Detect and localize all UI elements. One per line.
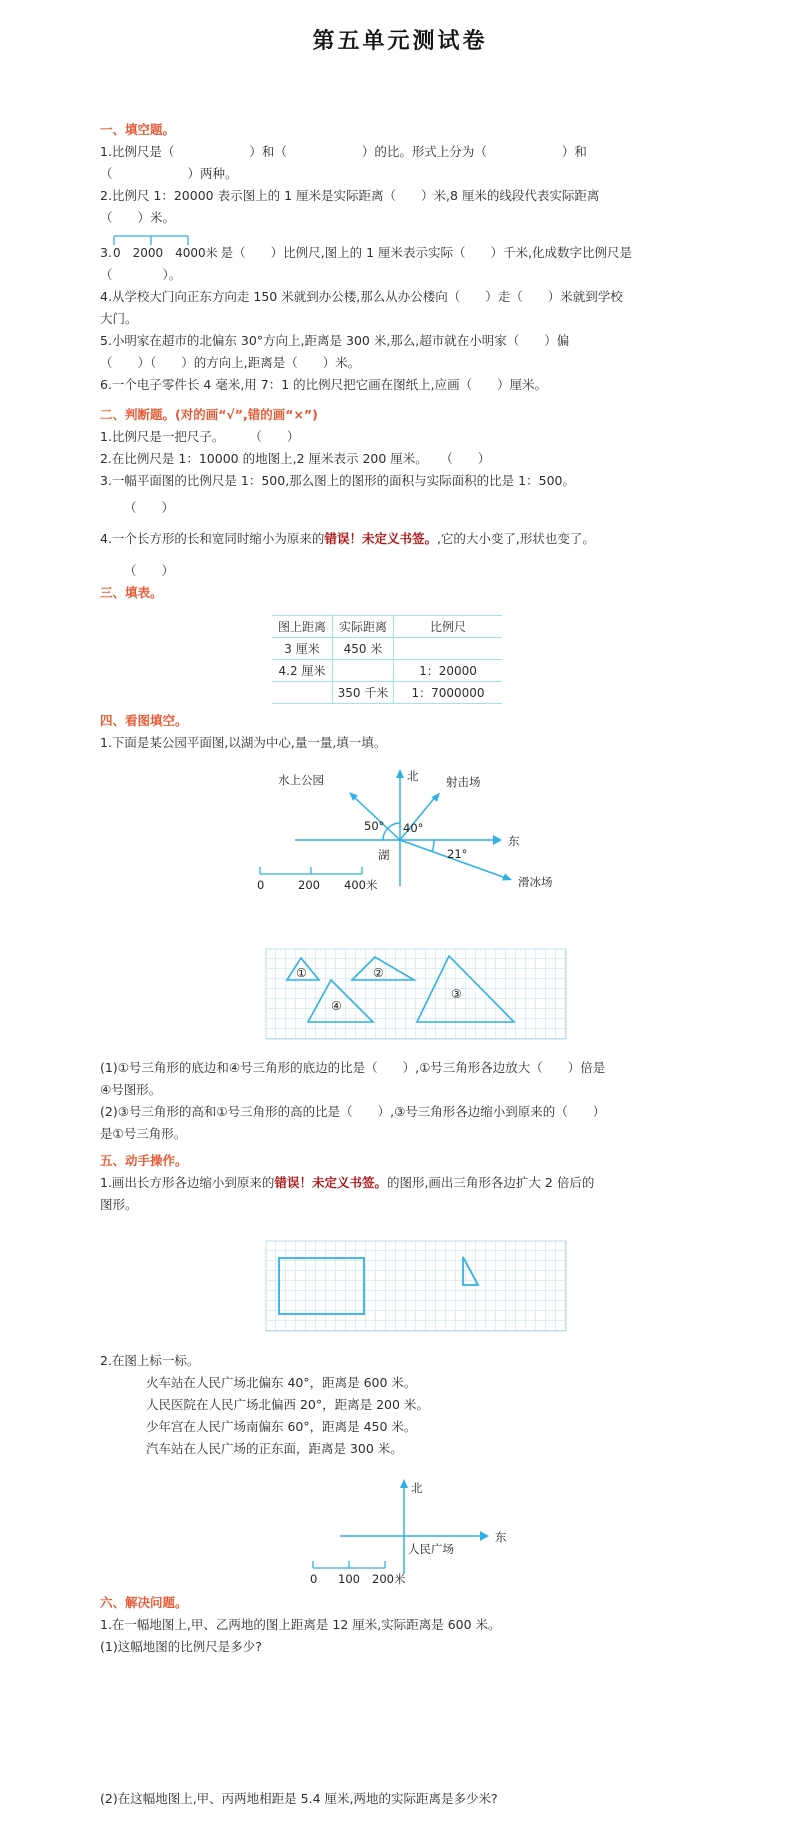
angle-40-label: 40°	[403, 821, 424, 835]
s2-q4-pre: 4.一个长方形的长和宽同时缩小为原来的	[100, 531, 325, 546]
s1-q4-line1: 4.从学校大门向正东方向走 150 米就到办公楼,那么从办公楼向（ ）走（ ）米就到学校	[100, 289, 623, 304]
cell-map-distance: 4.2 厘米	[272, 660, 333, 682]
water-park-label: 水上公园	[278, 773, 324, 787]
east-arrowhead	[493, 835, 502, 845]
section4-heading: 四、看图填空。	[100, 713, 188, 728]
col-header-actual-distance: 实际距离	[333, 616, 394, 638]
s1-q3-prefix: 3.	[100, 245, 112, 260]
paper-content	[0, 119, 800, 1810]
bookmark-error-text: 错误！未定义书签。	[324, 531, 437, 546]
s5-q1-pre: 1.画出长方形各边缩小到原来的	[100, 1175, 275, 1190]
cell-scale: 1：7000000	[394, 682, 503, 704]
scale-0-label: 0	[310, 1572, 318, 1586]
s2-q4-line1	[100, 528, 700, 550]
triangle-2-label: ②	[373, 966, 384, 980]
s1-q2-line1: 2.比例尺 1：20000 表示图上的 1 厘米是实际距离（ ）米,8 厘米的线段代表实际距离	[100, 188, 600, 203]
landmark-hospital: 人民医院在人民广场北偏西 20°，距离是 200 米。	[146, 1397, 429, 1412]
table-row	[272, 638, 502, 660]
s1-q1-line1: 1.比例尺是（ ）和（ ）的比。形式上分为（ ）和	[100, 144, 587, 159]
s5-q1-line1	[100, 1172, 700, 1194]
landmark-youth-palace: 少年宫在人民广场南偏东 60°，距离是 450 米。	[146, 1419, 417, 1434]
landmark-list	[146, 1372, 700, 1460]
s6-q1-line: 1.在一幅地图上,甲、乙两地的图上距离是 12 厘米,实际距离是 600 米。	[100, 1617, 501, 1632]
section1-heading: 一、填空题。	[100, 122, 176, 137]
s2-q4-post: ,它的大小变了,形状也变了。	[436, 531, 595, 546]
scale-bar-labels: 0 2000 4000米	[112, 246, 218, 260]
peoples-square-compass-figure	[240, 1474, 560, 1592]
s1-q2-line2: （ ）米。	[100, 210, 176, 225]
triangles-grid-figure	[265, 948, 567, 1040]
section2-heading: 二、判断题。(对的画“√”,错的画“×”)	[100, 407, 318, 422]
east-label: 东	[508, 834, 520, 848]
s6-q1-part2: (2)在这幅地图上,甲、丙两地相距是 5.4 厘米,两地的实际距离是多少米?	[100, 1791, 498, 1806]
s5-q1-line2: 图形。	[100, 1197, 138, 1212]
peoples-square-label: 人民广场	[408, 1542, 454, 1556]
scale-200-label: 200	[298, 878, 320, 892]
s4-q1-line: 1.下面是某公园平面图,以湖为中心,量一量,填一填。	[100, 735, 387, 750]
section6-heading: 六、解决问题。	[100, 1595, 188, 1610]
north-label: 北	[411, 1481, 423, 1495]
landmark-bus-station: 汽车站在人民广场的正东面，距离是 300 米。	[146, 1441, 403, 1456]
section5-heading: 五、动手操作。	[100, 1153, 188, 1168]
scale-0-label: 0	[257, 878, 265, 892]
scale-fill-table	[272, 615, 502, 704]
angle-21-label: 21°	[447, 847, 468, 861]
page-title: 第五单元测试卷	[312, 29, 488, 54]
cell-scale	[394, 638, 503, 660]
landmark-train-station: 火车站在人民广场北偏东 40°，距离是 600 米。	[146, 1375, 417, 1390]
skating-rink-arrowhead	[502, 874, 512, 881]
park-map-figure	[250, 764, 590, 896]
cell-actual-distance: 450 米	[333, 638, 394, 660]
s1-q5-line2: （ ）（ ）的方向上,距离是（ ）米。	[100, 355, 361, 370]
section3-heading: 三、填表。	[100, 585, 163, 600]
cell-map-distance: 3 厘米	[272, 638, 333, 660]
s2-q2-line: 2.在比例尺是 1：10000 的地图上,2 厘米表示 200 厘米。 （ ）	[100, 451, 491, 466]
cell-map-distance	[272, 682, 333, 704]
s1-q3-line2: （ ）。	[100, 267, 182, 282]
s4-sub1-line1: (1)①号三角形的底边和④号三角形的底边的比是（ ）,①号三角形各边放大（ ）倍是	[100, 1060, 606, 1075]
table-row	[272, 682, 502, 704]
lake-label: 湖	[378, 848, 390, 862]
triangle-1-label: ①	[296, 966, 307, 980]
compass-scale-bar	[313, 1561, 385, 1568]
cell-scale: 1：20000	[394, 660, 503, 682]
s2-q4-answer-blank: （ ）	[124, 563, 175, 578]
north-arrowhead	[400, 1479, 408, 1488]
triangle-4-label: ④	[331, 999, 342, 1013]
s2-q3-line1: 3.一幅平面图的比例尺是 1：500,那么图上的图形的面积与实际面积的比是 1：500。	[100, 473, 575, 488]
s1-q3-line1	[100, 235, 700, 264]
s1-q4-line2: 大门。	[100, 311, 138, 326]
s1-q5-line1: 5.小明家在超市的北偏东 30°方向上,距离是 300 米,那么,超市就在小明家（ ）偏	[100, 333, 570, 348]
s1-q1-line2: （ ）两种。	[100, 166, 238, 181]
east-arrowhead	[480, 1531, 489, 1541]
s1-q3-rest: 是（ ）比例尺,图上的 1 厘米表示实际（ ）千米,化成数字比例尺是	[220, 245, 633, 260]
park-scale-bar	[260, 867, 362, 874]
s5-q2-line: 2.在图上标一标。	[100, 1353, 200, 1368]
angle-50-label: 50°	[364, 819, 385, 833]
grid-background	[266, 949, 566, 1039]
s4-sub1-line2: ④号图形。	[100, 1082, 162, 1097]
scale-400-label: 400米	[344, 878, 378, 892]
s5-q1-post: 的图形,画出三角形各边扩大 2 倍后的	[386, 1175, 595, 1190]
grid-background	[266, 1241, 566, 1331]
col-header-scale: 比例尺	[394, 616, 503, 638]
angle-arc-21	[432, 840, 434, 852]
ruler-icon	[113, 235, 189, 246]
table-header-row	[272, 616, 502, 638]
s2-q1-line: 1.比例尺是一把尺子。 （ ）	[100, 429, 300, 444]
north-arrowhead	[396, 769, 404, 778]
east-label: 东	[495, 1530, 507, 1544]
s6-q1-part1: (1)这幅地图的比例尺是多少?	[100, 1639, 262, 1654]
bookmark-error-text: 错误！未定义书签。	[274, 1175, 387, 1190]
draw-shapes-grid-figure	[265, 1240, 567, 1332]
s4-sub2-line2: 是①号三角形。	[100, 1126, 187, 1141]
s2-q3-answer-blank: （ ）	[124, 500, 175, 515]
col-header-map-distance: 图上距离	[272, 616, 333, 638]
cell-actual-distance	[333, 660, 394, 682]
skating-rink-label: 滑冰场	[518, 875, 553, 889]
table-row	[272, 660, 502, 682]
scale-100-label: 100	[338, 1572, 360, 1586]
triangle-3-label: ③	[451, 987, 462, 1001]
north-label: 北	[407, 769, 419, 783]
s1-q6-line: 6.一个电子零件长 4 毫米,用 7：1 的比例尺把它画在图纸上,应画（ ）厘米。	[100, 377, 548, 392]
s4-sub2-line1: (2)③号三角形的高和①号三角形的高的比是（ ）,③号三角形各边缩小到原来的（ ）	[100, 1104, 606, 1119]
shooting-range-label: 射击场	[446, 775, 481, 789]
scale-200-label: 200米	[372, 1572, 406, 1586]
cell-actual-distance: 350 千米	[333, 682, 394, 704]
scale-bar-figure-q3	[113, 235, 218, 260]
